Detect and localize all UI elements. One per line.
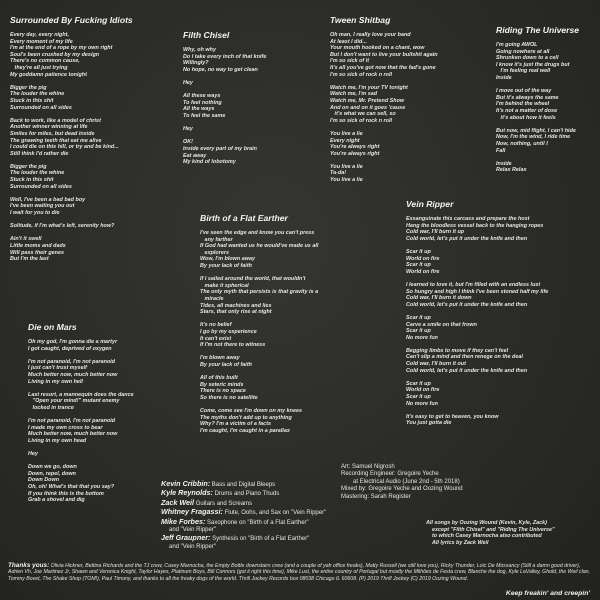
lyric-line: Now, nothing, until I bbox=[496, 140, 548, 147]
lyric-line: It's not a matter of dose bbox=[496, 107, 558, 114]
lyric-line: Do I take every inch of that knife bbox=[183, 53, 267, 60]
lyric-line: Solitude, if I'm what's left, serenity how? bbox=[10, 223, 115, 230]
credit-row: Zack Weil Guitars and Screams bbox=[161, 497, 253, 507]
lyric-line: I'm so sick of it bbox=[330, 58, 370, 65]
lyric-line: Inside every part of my brain bbox=[183, 145, 257, 152]
lyric-line: So hungry and high I think I've been stoned half my life bbox=[406, 288, 549, 295]
lyric-line bbox=[406, 242, 598, 249]
song-riding-the-universe bbox=[496, 25, 596, 174]
song-title: Surrounded By Fucking Idiots bbox=[10, 15, 133, 25]
song-lyrics bbox=[28, 339, 178, 504]
lyric-line: If God had wanted us he would've made us all bbox=[200, 243, 319, 250]
lyric-line: Hang the bloodless vessel back to the hanging ropes bbox=[406, 222, 544, 229]
lyric-line: Down, repel, down bbox=[28, 470, 76, 477]
lyric-line: Will pass their genes bbox=[10, 249, 64, 256]
lyric-line: Surrounded on all sides bbox=[10, 104, 72, 111]
lyric-line bbox=[406, 407, 598, 414]
lyric-line: Now, I'm the wind, I ride time bbox=[496, 134, 571, 141]
lyric-line: World on fire bbox=[406, 387, 440, 394]
lyric-line: Inside bbox=[496, 74, 512, 81]
lyric-line: I'm behind the wheel bbox=[496, 101, 550, 108]
lyric-line: Can't slip a mind and then renege on the deal bbox=[406, 354, 523, 361]
lyric-line: Scar it up bbox=[406, 394, 431, 401]
song-lyrics bbox=[200, 230, 370, 434]
lyric-line: Down Down bbox=[28, 477, 60, 484]
lyric-line: Bigger the pig bbox=[10, 84, 47, 91]
lyric-line: Your mouth hooked on a chant, wow bbox=[330, 45, 425, 52]
lyric-line: any farther bbox=[200, 236, 233, 243]
lyric-line: World on fire bbox=[406, 255, 440, 262]
lyric-line: It's no belief bbox=[200, 322, 232, 329]
song-title: Birth of a Flat Earther bbox=[200, 213, 288, 223]
lyric-line: But I'm the last bbox=[10, 256, 49, 263]
song-lyrics bbox=[183, 47, 313, 166]
lyric-line: By your lack of faith bbox=[200, 262, 252, 269]
signoff: Keep freakin' and creepin' bbox=[505, 590, 590, 597]
song-lyrics bbox=[330, 32, 480, 184]
lyric-line: No hope, no way to get clean bbox=[183, 66, 258, 73]
credits-musicians bbox=[161, 480, 326, 551]
lyric-line: So there is no satellite bbox=[200, 394, 258, 401]
lyric-line: Watch me, I'm sad bbox=[330, 91, 378, 98]
lyric-line: Every moment of my life bbox=[10, 38, 73, 45]
lyric-line bbox=[330, 124, 480, 131]
lyric-line: Willingly? bbox=[183, 60, 209, 67]
lyric-line: explorers bbox=[200, 249, 230, 256]
lyric-line: I've been waiting you out bbox=[10, 203, 75, 210]
song-lyrics bbox=[406, 216, 598, 427]
lyric-line bbox=[200, 349, 370, 356]
lyric-line: Relax Relax bbox=[496, 167, 527, 174]
lyric-line: Ain't it swell bbox=[10, 236, 42, 243]
credit-line: at Electrical Audio (June 2nd - 5th 2018) bbox=[353, 478, 460, 485]
lyric-line bbox=[28, 385, 178, 392]
lyric-line: You live a lie bbox=[330, 163, 363, 170]
lyric-line: But it's always the same bbox=[496, 94, 559, 101]
lyric-line: The gnawing teeth that eat me alive bbox=[10, 137, 102, 144]
lyric-line: I'm at the end of a rope by my own right bbox=[10, 45, 113, 52]
lyric-line: I'm feeling real well bbox=[496, 68, 551, 75]
song-lyrics bbox=[496, 42, 596, 174]
note-line: to which Casey Marnocha also contributed bbox=[432, 533, 542, 540]
thanks-paragraph bbox=[8, 563, 592, 582]
lyric-line bbox=[406, 275, 598, 282]
lyric-line: If I sailed around the world, that wouldn't bbox=[200, 276, 306, 283]
lyric-line bbox=[183, 133, 313, 140]
credit-line: Art: Samuel Nigrosh bbox=[341, 464, 395, 470]
lyric-line: I learned to love it, but I'm filled with an endless lust bbox=[406, 281, 541, 288]
lyric-line: Scar it up bbox=[406, 314, 431, 321]
lyric-line: miracle bbox=[200, 295, 224, 302]
thanks-label: Thanks yous: bbox=[8, 562, 50, 569]
lyric-line: World on fire bbox=[406, 268, 440, 275]
lyric-line: Going nowhere at all bbox=[496, 48, 550, 55]
lyric-line bbox=[406, 308, 598, 315]
lyric-line bbox=[330, 157, 480, 164]
lyric-line: Back to work, like a model of christ bbox=[10, 117, 101, 124]
song-lyrics bbox=[10, 32, 178, 263]
lyric-line: Down we go, down bbox=[28, 464, 77, 471]
lyric-line: it's about how it feels bbox=[496, 114, 556, 121]
song-title: Tween Shitbag bbox=[330, 15, 391, 25]
lyric-line: Every night bbox=[330, 137, 360, 144]
lyric-line: You live a lie bbox=[330, 130, 363, 137]
lyric-line bbox=[406, 374, 598, 381]
lyric-line: But now, mid flight, I can't hide bbox=[496, 127, 576, 134]
lyric-line bbox=[28, 352, 178, 359]
lyric-line: I've seen the edge and know you can't press bbox=[200, 230, 315, 236]
lyric-line: I could die on this hill, or try and be kind... bbox=[10, 144, 119, 151]
credit-line: Mixed by: Gregoire Yeche and Oozing Wound bbox=[341, 486, 463, 493]
lyric-line: By seteric minds bbox=[200, 381, 244, 388]
lyric-line: Cold war, I'll burn it down bbox=[406, 295, 472, 302]
lyric-line: I just can't trust myself bbox=[28, 365, 87, 372]
lyric-line: Stuck in this shit bbox=[10, 177, 54, 184]
credit-row: Mike Forbes: Saxophone on "Birth of a Flat Earther" bbox=[161, 516, 309, 526]
lyric-line: My kind of lobotomy bbox=[183, 159, 236, 166]
lyric-line: Carve a smile on that frown bbox=[406, 321, 477, 328]
lyric-line: Tides, all machines and lies bbox=[200, 302, 272, 309]
lyric-line bbox=[200, 270, 370, 277]
song-die-on-mars bbox=[28, 322, 178, 504]
lyric-line: I move out of the way bbox=[496, 88, 552, 95]
lyric-line: Watch me, I'm your TV tonight bbox=[330, 84, 408, 91]
lyric-line: they're all just trying bbox=[10, 64, 68, 71]
lyric-line: Scar it up bbox=[406, 262, 431, 269]
lyric-line: But I don't want to live your bullshit again bbox=[330, 51, 438, 58]
lyric-line: Cold war, I'll burn it up bbox=[406, 229, 465, 236]
lyric-line: Inside bbox=[496, 160, 512, 167]
lyric-line: By your lack of faith bbox=[200, 361, 252, 368]
lyric-line: Well, I've been a bad bad boy bbox=[10, 196, 86, 203]
lyric-line: I got caught, deprived of oxygen bbox=[28, 345, 112, 352]
lyric-line: Bigger the pig bbox=[10, 163, 47, 170]
lyric-line: Still think I'd rather die bbox=[10, 150, 69, 157]
lyric-line: "Open your mind!" mutant enemy bbox=[28, 398, 120, 405]
lyric-line bbox=[200, 368, 370, 375]
lyric-line: Hey bbox=[183, 79, 193, 86]
lyric-line: You live a lie bbox=[330, 177, 363, 184]
song-title: Riding The Universe bbox=[496, 25, 580, 35]
lyric-line: Oh, oh! What's that that you say? bbox=[28, 484, 115, 491]
lyric-line: At least I did... bbox=[330, 38, 367, 45]
lyric-line: I made my own cross to bear bbox=[28, 424, 103, 431]
lyric-line: The louder the whine bbox=[10, 170, 65, 177]
lyric-line: Every day, every night, bbox=[10, 32, 69, 38]
lyric-line: it's what we can sell, so bbox=[330, 111, 396, 118]
lyric-line: Cold world, let's put it under the knife and then bbox=[406, 367, 528, 374]
lyric-line bbox=[330, 78, 480, 85]
lyric-line: I'm not paranoid, I'm not paranoid bbox=[28, 418, 116, 425]
song-vein-ripper bbox=[406, 199, 598, 427]
lyric-line bbox=[10, 217, 178, 224]
lyric-line bbox=[496, 154, 596, 161]
lyric-line: Hey bbox=[28, 451, 38, 458]
lyric-line: Begging limbs to move if they can't feel bbox=[406, 347, 509, 354]
lyric-line: Little moms and dads bbox=[10, 243, 66, 249]
lyric-line: Cold war, I'll burn it out bbox=[406, 361, 466, 368]
lyric-line: Hey bbox=[183, 126, 193, 133]
thanks-text: Olivia Hickner, Bettina Richards and the TJ crew, Casey Marnocha, the Empty Bottle downstairs crew (and a couple of yah office freaks), Matty Russell (we still love you), Ricky Thunder, Loïc De Mossancy (Still a damn good driver), Adrien Vh, Joe Martinez Jr, Shawn and Veronica Knight, Taylor Hayes, Platinum Boys, Bill Connors (got it right this time), Mike Lust, the entire country of Portugal but mostly the Milhões de Festa crew, Blanche the dog, Kyle LaValley, Ghold, the Weil clan, Tommy Bovet, The Shake Shop (TOM!), Paul Timony, and thanks to all the freaky dogs of the world. Thrill Jockey Records box 08038 Chicago IL 60608. (P) 2019 Thrill Jockey (C) 2019 Oozing Wound. bbox=[8, 563, 590, 582]
lyric-line: It's easy to get to heaven, you know bbox=[406, 413, 499, 420]
lyric-line: All of this built bbox=[200, 375, 238, 382]
lyric-line: It can't exist bbox=[200, 335, 232, 342]
lyric-line: Scar it up bbox=[406, 248, 431, 255]
lyric-line bbox=[200, 316, 370, 323]
credit-row: Whitney Fragassi: Flute, Oohs, and Sax on "Vein Ripper" bbox=[161, 507, 327, 517]
lyric-line: I'm blown away bbox=[200, 355, 240, 362]
lyric-line bbox=[496, 82, 596, 89]
lyric-line: Much better now, much better now bbox=[28, 371, 118, 378]
lyric-line: Oh my god, I'm gonna die a martyr bbox=[28, 339, 118, 345]
lyric-line bbox=[28, 445, 178, 452]
lyric-line bbox=[200, 401, 370, 408]
credits-production bbox=[341, 464, 463, 501]
note-line: except "Filth Chisel" and "Riding The Universe" bbox=[432, 526, 555, 533]
lyric-line: Shrunken down to a cell bbox=[496, 55, 559, 62]
song-title: Filth Chisel bbox=[183, 30, 230, 40]
lyric-line: All the ways bbox=[183, 106, 215, 113]
song-birth-of-a-flat-earther bbox=[200, 213, 370, 434]
lyric-line: Scar it up bbox=[406, 380, 431, 387]
lyric-line: Why, oh why bbox=[183, 47, 216, 53]
lyric-line: And on and on it goes 'cause bbox=[330, 104, 406, 111]
lyric-line: Come, come see I'm down on my knees bbox=[200, 408, 303, 415]
lyric-line: You're always right bbox=[330, 144, 380, 151]
lyric-line: make it spherical bbox=[200, 282, 249, 289]
lyric-line bbox=[183, 87, 313, 94]
note-line: All songs by Oozing Wound (Kevin, Kyle, Zack) bbox=[426, 520, 547, 526]
lyric-line: Exsanguinate this carcass and prepare the host bbox=[406, 216, 530, 222]
lyric-line bbox=[183, 120, 313, 127]
lyric-line: Much better now, much better now bbox=[28, 431, 118, 438]
lyric-line bbox=[10, 190, 178, 197]
note-line: All lyrics by Zack Weil bbox=[432, 539, 489, 546]
lyric-line: Ta-da! bbox=[330, 170, 347, 177]
lyric-line: If you think this is the bottom bbox=[28, 490, 104, 497]
lyric-line: You just gotta die bbox=[406, 420, 452, 427]
lyric-line: I'm not paranoid, I'm not paranoid bbox=[28, 358, 116, 365]
lyric-line: Fall bbox=[496, 147, 506, 154]
lyric-line bbox=[10, 157, 178, 164]
lyric-line: OK! bbox=[183, 139, 193, 146]
lyric-line: My goddamn patience tonight bbox=[10, 71, 87, 78]
lyric-line: Oh man, I really love your band bbox=[330, 32, 411, 38]
lyric-line: No more fun bbox=[406, 334, 438, 341]
lyric-line: Living in my own head bbox=[28, 437, 87, 444]
lyric-line: Scar it up bbox=[406, 328, 431, 335]
lyric-line: Another winner winning at life bbox=[10, 124, 88, 131]
lyric-line bbox=[496, 121, 596, 128]
lyric-line bbox=[28, 458, 178, 465]
lyric-line bbox=[10, 78, 178, 85]
lyric-line: Soul's been crushed by my design bbox=[10, 51, 100, 58]
lyric-line: The myths don't add up to anything bbox=[200, 414, 292, 421]
credit-row: Kevin Cribbin: Bass and Digital Bleeps bbox=[161, 479, 276, 488]
lyric-line: Cold world, let's put it under the knife and then bbox=[406, 235, 528, 242]
credit-row: Jeff Graupner: Synthesis on "Birth of a Flat Earther" bbox=[161, 533, 310, 543]
lyric-line: All these ways bbox=[183, 93, 221, 100]
lyric-line: Surrounded on all sides bbox=[10, 183, 72, 190]
lyric-line: The louder the whine bbox=[10, 91, 65, 98]
song-surrounded-by-fucking-idiots bbox=[10, 15, 178, 263]
lyric-line: locked in trance bbox=[28, 404, 74, 411]
lyric-line: Grab a shovel and dig bbox=[28, 497, 85, 504]
lyric-line: I'm so sick of rock n roll bbox=[330, 117, 393, 124]
lyric-line: I go by my experience bbox=[200, 328, 257, 335]
lyric-line: No more fun bbox=[406, 400, 438, 407]
lyric-line: Stars, that only rise at night bbox=[200, 309, 272, 316]
lyric-line: Smiles for miles, but dead inside bbox=[10, 130, 95, 137]
lyric-line: Why? I'm a victim of a facts bbox=[200, 421, 272, 428]
lyric-line: There is no space bbox=[200, 388, 246, 395]
lyric-line: It's all you've got now that the fad's gone bbox=[330, 64, 436, 71]
lyric-line: I'm caught, I'm caught in a parallax bbox=[200, 427, 290, 434]
lyric-line: Cold world, let's put it under the knife and then bbox=[406, 301, 528, 308]
lyric-line: I'm going AWOL bbox=[496, 42, 538, 48]
lyric-line: Living in my own hell bbox=[28, 378, 83, 385]
song-tween-shitbag bbox=[330, 15, 480, 184]
lyric-line bbox=[10, 111, 178, 118]
song-filth-chisel bbox=[183, 30, 313, 166]
lyric-line: You're always right bbox=[330, 150, 380, 157]
lyric-line bbox=[183, 73, 313, 80]
lyric-line: I wait for you to die bbox=[10, 210, 60, 217]
lyric-line: Eat away bbox=[183, 152, 207, 159]
credit-row: Kyle Reynolds: Drums and Piano Thuds bbox=[161, 488, 280, 498]
credit-line: Mastering: Sarah Register bbox=[341, 493, 411, 500]
songwriting-notes bbox=[426, 520, 596, 546]
lyric-line: Last resort, a mannequin does the dance bbox=[28, 391, 134, 398]
lyric-line: Wow, I'm blown away bbox=[200, 256, 255, 263]
lyric-line: Stuck in this shit bbox=[10, 97, 54, 104]
lyric-line: To feel the same bbox=[183, 112, 226, 119]
lyric-line: If I'm not there to witness bbox=[200, 342, 266, 349]
lyric-line bbox=[10, 230, 178, 237]
lyric-line: I know it's just the drugs but bbox=[496, 61, 570, 68]
credit-line: Recording Engineer: Gregoire Yeche bbox=[341, 471, 439, 478]
lyric-line: There's no common cause, bbox=[10, 58, 80, 65]
song-title: Die on Mars bbox=[28, 322, 77, 332]
lyric-line: Watch me, Mr. Pretend Show bbox=[330, 97, 405, 104]
lyric-line bbox=[28, 412, 178, 419]
credit-row: and "Vein Ripper" bbox=[169, 527, 216, 534]
credit-row: and "Vein Ripper" bbox=[169, 543, 216, 550]
lyric-line: I'm so sick of rock n roll bbox=[330, 71, 393, 78]
lyric-line: The only myth that persists is that gravity is a bbox=[200, 289, 319, 296]
song-title: Vein Ripper bbox=[406, 199, 454, 209]
lyric-line bbox=[406, 341, 598, 348]
lyric-line: To feel nothing bbox=[183, 99, 222, 106]
